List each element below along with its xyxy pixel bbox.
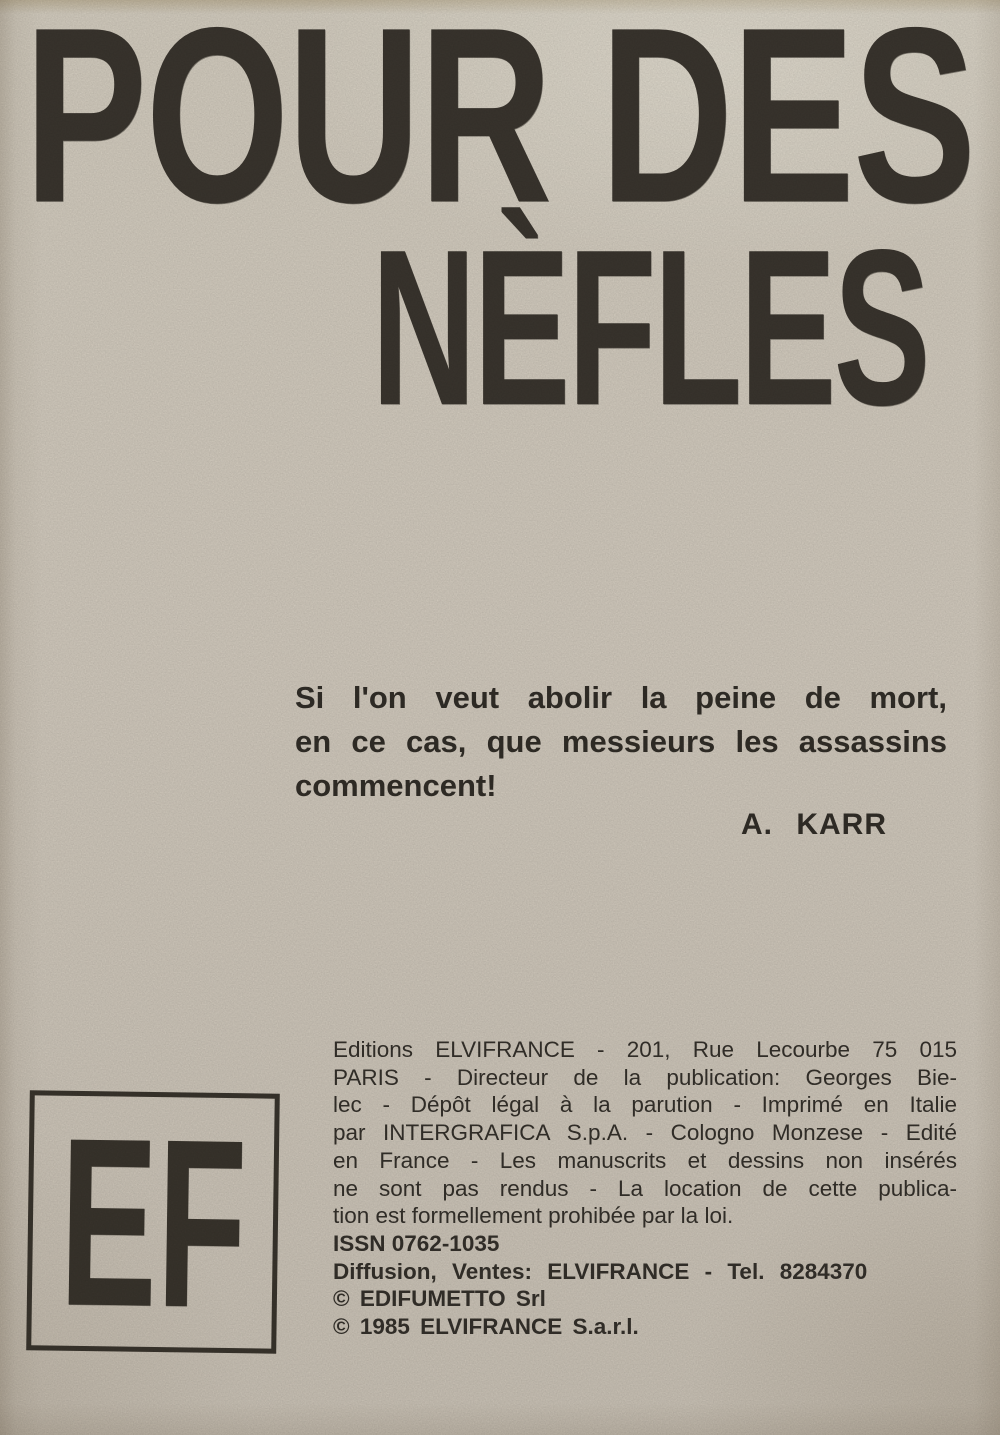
imprint-line-4: par INTERGRAFICA S.p.A. - Cologno Monzese - Edité (333, 1120, 957, 1146)
epigraph-quote (295, 676, 947, 808)
quote-attribution: A. KARR (741, 808, 887, 841)
imprint-line-7: tion est formellement prohibée par la loi. (333, 1203, 734, 1229)
ef-publisher-logo (26, 1086, 280, 1358)
imprint-copyright-edifumetto: © EDIFUMETTO Srl (333, 1286, 546, 1312)
quote-line-2: en ce cas, que messieurs les assassins (295, 724, 947, 759)
imprint-line-2: PARIS - Directeur de la publication: Georges Bie- (333, 1064, 957, 1090)
ef-logo-letters: EF (58, 1086, 248, 1358)
imprint-diffusion: Diffusion, Ventes: ELVIFRANCE - Tel. 8284370 (333, 1258, 868, 1284)
imprint-copyright-elvifrance: © 1985 ELVIFRANCE S.a.r.l. (333, 1314, 639, 1340)
imprint-line-3: lec - Dépôt légal à la parution - Imprimé en Italie (333, 1092, 957, 1118)
imprint-issn: ISSN 0762-1035 (333, 1230, 500, 1256)
imprint-block (333, 1036, 957, 1341)
imprint-line-6: ne sont pas rendus - La location de cette publica- (333, 1175, 957, 1201)
imprint-line-1: Editions ELVIFRANCE - 201, Rue Lecourbe 75 015 (333, 1037, 957, 1062)
book-title-line-2: NÈFLES (371, 202, 928, 452)
quote-line-1: Si l'on veut abolir la peine de mort, (295, 680, 947, 715)
book-title-line-1: POUR DES (24, 0, 975, 256)
quote-line-3: commencent! (295, 768, 497, 803)
imprint-line-5: en France - Les manuscrits et dessins non insérés (333, 1147, 957, 1173)
